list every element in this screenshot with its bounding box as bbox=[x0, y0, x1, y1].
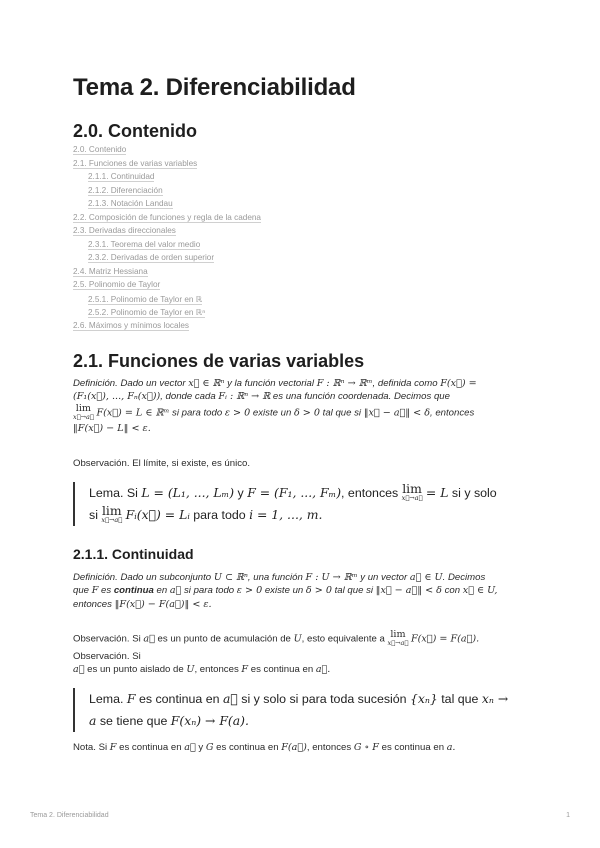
lemma-sequences bbox=[73, 688, 549, 732]
footer-title: Tema 2. Diferenciabilidad bbox=[30, 812, 109, 819]
toc-link[interactable]: 2.2. Composición de funciones y regla de la cadena bbox=[73, 212, 261, 222]
observation-accumulation: Observación. Si a⃗ es un punto de acumulación de U, esto equivalente a lim x⃗→a⃗ F(x⃗) = F(a⃗). bbox=[73, 629, 480, 647]
definition-line: Definición. Dado un subconjunto U ⊂ ℝⁿ, una función F : U → ℝᵐ y un vector a⃗ ∈ U. Decimos bbox=[73, 572, 486, 583]
observation-line: a⃗ es un punto aislado de U, entonces F es continua en a⃗. bbox=[73, 664, 331, 676]
page-number: 1 bbox=[566, 812, 570, 819]
subsection-heading: 2.1.1. Continuidad bbox=[73, 546, 194, 562]
lemma-line: Lema. F es continua en a⃗ si y solo si para toda sucesión {xₙ} tal que xₙ → bbox=[89, 691, 509, 706]
limit-operator: lim x⃗→a⃗ bbox=[73, 402, 94, 421]
toc-link[interactable]: 2.1.2. Diferenciación bbox=[88, 185, 163, 195]
section-heading: 2.1. Funciones de varias variables bbox=[73, 351, 365, 371]
toc-link[interactable]: 2.5.1. Polinomio de Taylor en ℝ bbox=[88, 294, 203, 304]
contents-heading: 2.0. Contenido bbox=[73, 121, 198, 141]
definition-line: Definición. Dado un vector x⃗ ∈ ℝⁿ y la función vectorial F : ℝⁿ → ℝᵐ, definida como F(x⃗) = bbox=[73, 378, 477, 389]
definition-line: que F es continua en a⃗ si para todo ε > 0 existe un δ > 0 tal que si ‖x⃗ − a⃗‖ < δ con x⃗ ∈ U, bbox=[73, 585, 498, 597]
toc-link[interactable]: 2.3. Derivadas direccionales bbox=[73, 226, 176, 235]
definition-line: lim x⃗→a⃗ F(x⃗) = L ∈ ℝᵐ si para todo ε > 0 existe un δ > 0 tal que si ‖x⃗ − a⃗‖ < δ, entonces bbox=[73, 402, 475, 421]
definition-block bbox=[73, 377, 533, 435]
toc-link[interactable]: 2.1. Funciones de varias variables bbox=[73, 158, 198, 168]
toc-link[interactable]: 2.3.2. Derivadas de orden superior bbox=[88, 253, 215, 262]
definition-line: entonces ‖F(x⃗) − F(a⃗)‖ < ε. bbox=[73, 598, 212, 610]
lemma-line: si lim x⃗→a⃗ Fᵢ(x⃗) = Lᵢ para todo i = 1, ..., m. bbox=[89, 503, 323, 525]
toc-link[interactable]: 2.3.1. Teorema del valor medio bbox=[88, 239, 201, 249]
note-composition: Nota. Si F es continua en a⃗ y G es continua en F(a⃗), entonces G ∘ F es continua en a. bbox=[73, 742, 456, 753]
toc-link[interactable]: 2.6. Máximos y mínimos locales bbox=[73, 320, 190, 330]
observation-isolated bbox=[73, 650, 533, 677]
page-title: Tema 2. Diferenciabilidad bbox=[73, 74, 356, 101]
limit-operator: lim x⃗→a⃗ bbox=[387, 629, 409, 647]
definition-line: (F₁(x⃗), ..., Fₙ(x⃗)), donde cada Fᵢ : ℝⁿ → ℝ es una función coordenada. Decimos que bbox=[73, 391, 450, 403]
definition-line: ‖F(x⃗) − L‖ < ε. bbox=[73, 422, 151, 434]
toc-link[interactable]: 2.1.1. Continuidad bbox=[88, 172, 155, 181]
toc-link[interactable]: 2.1.3. Notación Landau bbox=[88, 199, 173, 208]
limit-operator: lim x⃗→a⃗ bbox=[101, 503, 123, 525]
toc-link[interactable]: 2.0. Contenido bbox=[73, 145, 127, 154]
toc-link[interactable]: 2.5. Polinomio de Taylor bbox=[73, 280, 161, 289]
lemma-line: a se tiene que F(xₙ) → F(a). bbox=[89, 713, 249, 728]
observation-label: Observación. Si bbox=[73, 651, 141, 662]
definition-continuity bbox=[73, 571, 533, 611]
toc-link[interactable]: 2.4. Matriz Hessiana bbox=[73, 266, 148, 276]
page-footer bbox=[30, 812, 570, 819]
toc-link[interactable]: 2.5.2. Polinomio de Taylor en ℝⁿ bbox=[88, 308, 206, 317]
lemma-block bbox=[73, 482, 549, 526]
limit-operator: lim x⃗→a⃗ bbox=[401, 481, 423, 503]
observation-limit-unique: Observación. El límite, si existe, es único. bbox=[73, 458, 251, 469]
lemma-line: Lema. Si L = (L₁, ..., Lₘ) y F = (F₁, ..., Fₘ), entonces lim x⃗→a⃗ = L si y solo bbox=[89, 481, 497, 503]
